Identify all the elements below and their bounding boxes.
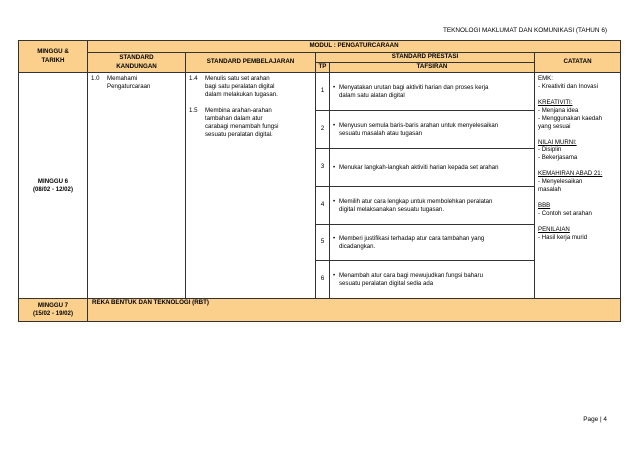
col-catatan-header: CATATAN xyxy=(535,53,621,73)
sp-item-1-5: 1.5 Membina arahan-arahan tambahan dalam atur carabagi menambah fungsi sesuatu peralatan digital. xyxy=(189,106,279,138)
tafsiran-text: • Menyusun semula baris-baris arahan untuk menyelesaikan sesuatu masalah atau tugasan xyxy=(330,111,535,149)
bbb-title: BBB xyxy=(538,202,551,210)
penilaian-title: PENILAIAN xyxy=(538,225,570,233)
tafsiran-text: • Menukar langkah-langkah aktiviti harian kepada set arahan xyxy=(330,149,535,187)
tp-number: 3 xyxy=(316,149,330,187)
col-tp-header: TP xyxy=(316,63,330,73)
kreativiti-title: KREATIVITI: xyxy=(538,98,573,106)
week-6-dates: (08/02 - 12/02) xyxy=(33,185,73,193)
rbt-title: REKA BENTUK DAN TEKNOLOGI (RBT) xyxy=(88,299,621,322)
col-tafsiran-header: TAFSIRAN xyxy=(330,63,535,73)
emk-title: EMK: xyxy=(538,75,553,82)
tafsiran-text: • Menyatakan urutan bagi aktiviti harian dan proses kerja dalam satu alatan digital xyxy=(330,73,535,111)
tafsiran-text: • Memberi justifikasi terhadap atur cara tambahan yang dicadangkan. xyxy=(330,225,535,261)
col-minggu-line2: TARIKH xyxy=(41,56,65,64)
col-sp-header: STANDARD PEMBELAJARAN xyxy=(186,53,316,73)
nilai-murni-title: NILAI MURNI: xyxy=(538,138,577,146)
page-number: Page | 4 xyxy=(583,416,607,423)
col-sk-header: STANDARD KANDUNGAN xyxy=(88,53,186,73)
document-header: TEKNOLOGI MAKLUMAT DAN KOMUNIKASI (TAHUN 6) xyxy=(442,27,607,34)
tp-number: 4 xyxy=(316,187,330,225)
col-minggu-line1: MINGGU & xyxy=(37,48,69,56)
tp-number: 2 xyxy=(316,111,330,149)
week-7-label: MINGGU 7 xyxy=(37,302,69,310)
tafsiran-text: • Memilih atur cara lengkap untuk membolehkan peralatan digital melaksanakan sesuatu tugasan. xyxy=(330,187,535,225)
tp-number: 1 xyxy=(316,73,330,111)
lesson-plan-table xyxy=(18,40,621,322)
tafsiran-text: • Menambah atur cara bagi mewujudkan fungsi baharu sesuatu peralatan digital sedia ada xyxy=(330,261,535,299)
kemahiran-title: KEMAHIRAN ABAD 21: xyxy=(538,170,603,178)
tp-number: 6 xyxy=(316,261,330,299)
col-minggu-header xyxy=(19,41,88,73)
week-6-label: MINGGU 6 xyxy=(37,177,69,185)
col-prestasi-header: STANDARD PRESTASI xyxy=(316,53,535,63)
standard-pembelajaran-cell xyxy=(186,73,316,299)
week-7-dates: (15/02 - 19/02) xyxy=(33,310,73,317)
week-7-cell xyxy=(19,299,88,322)
sp-item-1-4: 1.4 Menulis satu set arahan bagi satu peralatan digital dalam melakukan tugasan. xyxy=(189,75,278,98)
modul-title: MODUL : PENGATURCARAAN xyxy=(88,41,621,53)
tp-number: 5 xyxy=(316,225,330,261)
catatan-cell: EMK: - Kreativiti dan Inovasi KREATIVITI: - Menjana idea - Menggunakan kaedah yang sesuai NILAI MURNI: - Disiplin - Bekerjasama KEMAHIRAN ABAD 21: - Menyelesaikan masalah BBB - Contoh set arahan PENILAIAN - Hasil kerja murid xyxy=(535,73,621,299)
week-6-cell xyxy=(19,73,88,299)
standard-kandungan-cell: 1.0 Memahami Pengaturcaraan xyxy=(88,73,186,299)
